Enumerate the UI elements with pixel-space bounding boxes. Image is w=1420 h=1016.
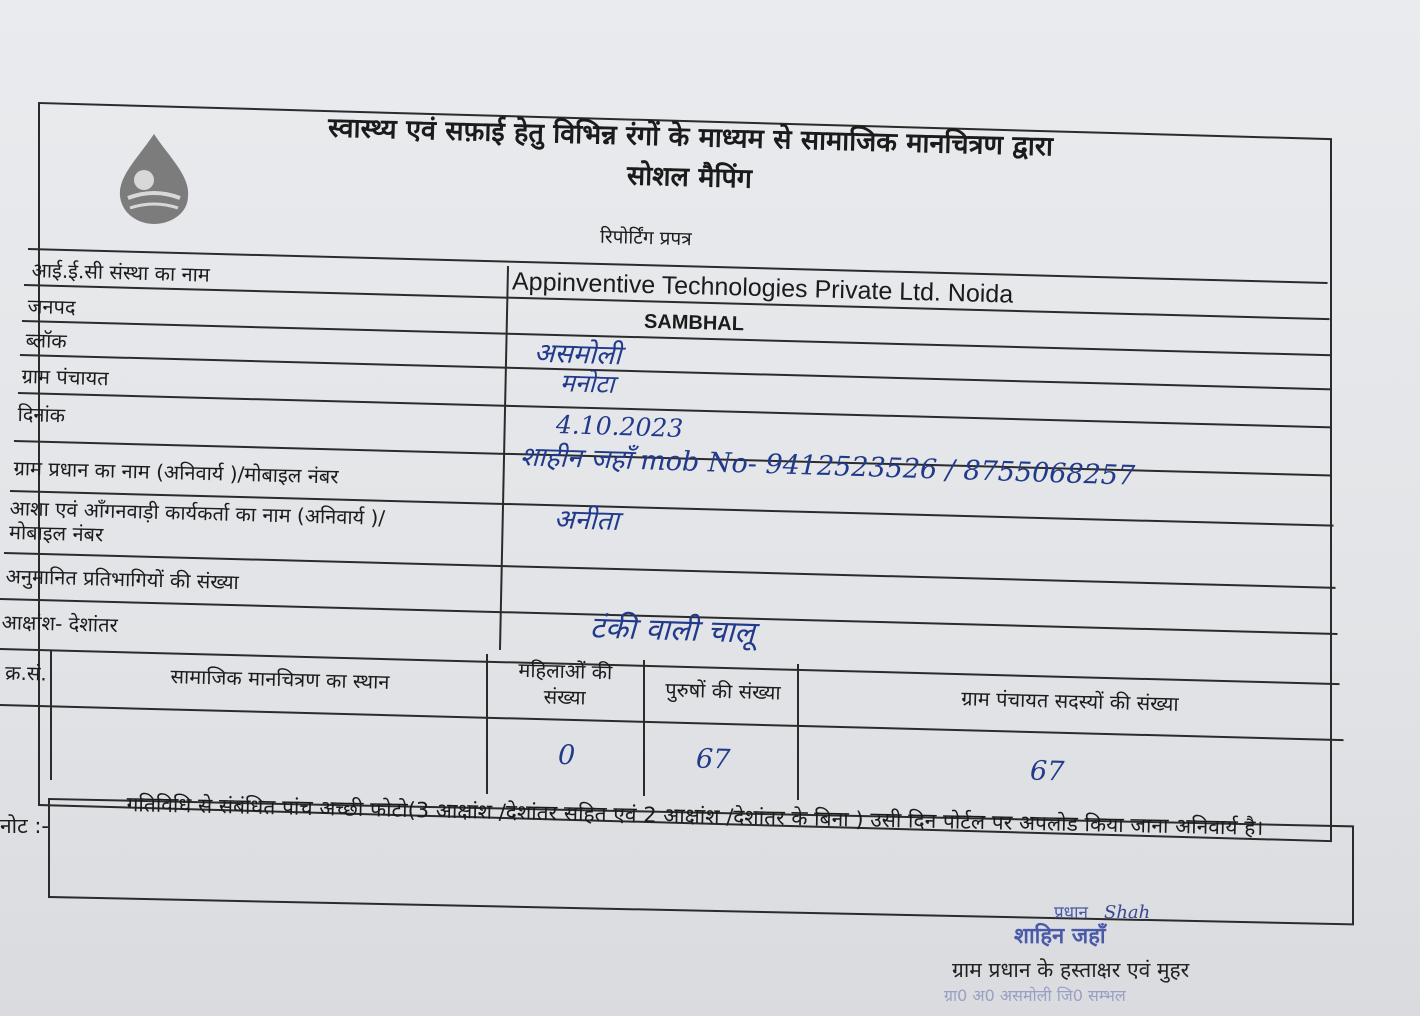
field-value-block: असमोली: [533, 337, 622, 372]
cell-men: 67: [695, 743, 731, 776]
cell-women: 0: [557, 739, 576, 772]
table-col-divider: [50, 650, 52, 780]
field-label-district: जनपद: [27, 293, 76, 320]
field-label-gram-panchayat: ग्राम पंचायत: [21, 363, 109, 391]
field-label-pradhan: ग्राम प्रधान का नाम (अनिवार्य )/मोबाइल नंबर: [13, 455, 339, 489]
field-value-gram-panchayat: मनोटा: [559, 368, 615, 399]
table-header-men: पुरुषों की संख्या: [665, 677, 781, 705]
field-label-date: दिनांक: [17, 401, 66, 428]
title-line-2: सोशल मैपिंग: [626, 160, 753, 195]
note-label: नोट :-: [0, 814, 50, 838]
table-header-members: ग्राम पंचायत सदस्यों की संख्या: [961, 686, 1179, 716]
signature-label: ग्राम प्रधान के हस्ताक्षर एवं मुहर: [952, 958, 1190, 982]
cell-members: 67: [1029, 755, 1065, 788]
stamp-name: शाहिन जहाँ: [1014, 923, 1106, 949]
field-value-asha: अनीता: [553, 503, 620, 538]
field-value-district: SAMBHAL: [643, 310, 745, 336]
field-value-iec-org: Appinventive Technologies Private Ltd. Noida: [511, 267, 1014, 309]
table-header-women: महिलाओं की संख्या: [518, 657, 613, 710]
field-label-participants: अनुमानित प्रतिभागियों की संख्या: [5, 563, 240, 595]
water-drop-logo-icon: [108, 128, 200, 228]
table-col-divider: [486, 654, 488, 794]
field-label-asha: आशा एवं आँगनवाड़ी कार्यकर्ता का नाम (अनिवार्य )/मोबाइल नंबर: [8, 496, 386, 547]
table-col-divider: [643, 660, 645, 796]
form-subtitle: रिपोर्टिंग प्रपत्र: [599, 225, 692, 251]
stamp-title: प्रधान: [1054, 903, 1088, 923]
table-header-sno: क्र.सं.: [4, 660, 48, 686]
table-header-place: सामाजिक मानचित्रण का स्थान: [170, 664, 390, 694]
field-label-lat-long: आक्षांश- देशांतर: [1, 609, 119, 638]
field-label-block: ब्लॉक: [25, 327, 67, 354]
stamp-address: ग्रा0 अ0 असमोली जि0 सम्भल: [944, 986, 1126, 1005]
field-value-date: 4.10.2023: [555, 410, 684, 443]
field-label-iec-org: आई.ई.सी संस्था का नाम: [31, 257, 211, 287]
handwritten-signature: Shah: [1104, 902, 1151, 923]
note-text: गतिविधि से संबंधित पांच अच्छी फोटो(3 आक्षांश /देशांतर सहित एवं 2 आक्षांश /देशांतर के बिना ) उसी दिन पोर्टल पर अपलोड किया जाना अनिवार्य है।: [126, 792, 1264, 840]
field-value-pradhan: शाहीन जहाँ mob No- 9412523526 / 8755068257: [519, 441, 1136, 492]
title-line-1: स्वास्थ्य एवं सफ़ाई हेतु विभिन्न रंगों के माध्यम से सामाजिक मानचित्रण द्वारा: [327, 112, 1054, 163]
field-value-lat-long: टंकी वाली चालू: [589, 610, 756, 651]
